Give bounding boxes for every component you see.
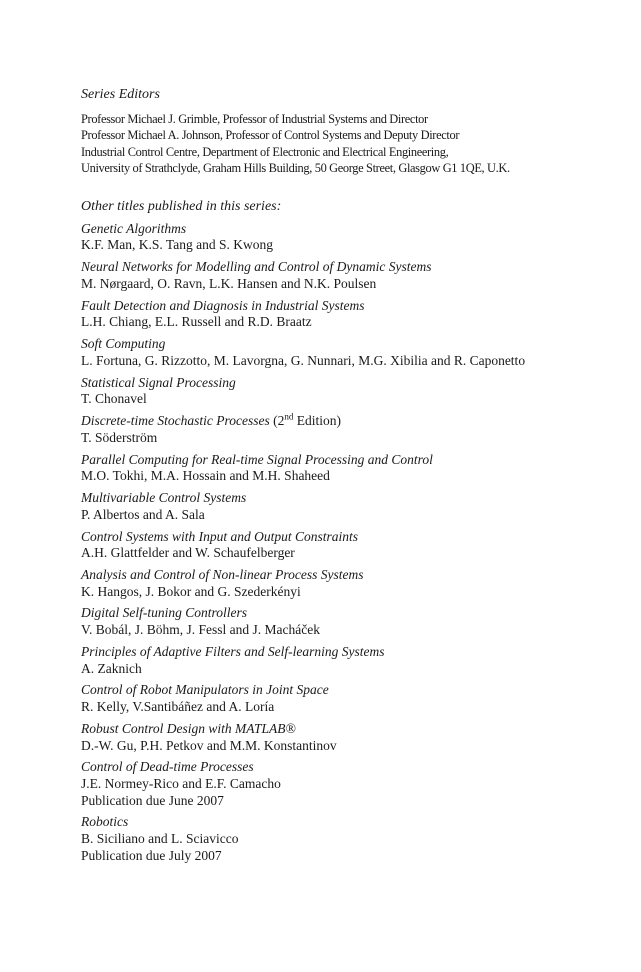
book-entry (81, 814, 621, 864)
book-authors: K.F. Man, K.S. Tang and S. Kwong (81, 237, 273, 253)
book-authors: M.O. Tokhi, M.A. Hossain and M.H. Shaheed (81, 468, 330, 484)
book-title: Digital Self-tuning Controllers (81, 605, 248, 621)
book-authors: M. Nørgaard, O. Ravn, L.K. Hansen and N.K. Poulsen (81, 275, 377, 291)
book-entry (81, 336, 621, 369)
publication-note: Publication due July 2007 (81, 847, 222, 863)
book-edition-ordinal: nd (284, 411, 294, 422)
book-authors: D.-W. Gu, P.H. Petkov and M.M. Konstantinov (81, 737, 337, 753)
book-title: Robust Control Design with MATLAB® (81, 720, 296, 736)
series-editor-line: University of Strathclyde, Graham Hills Building, 50 George Street, Glasgow G1 1QE, U.K. (81, 161, 510, 176)
series-editors-section (81, 86, 621, 177)
book-title: Analysis and Control of Non-linear Process Systems (81, 566, 364, 582)
book-entry (81, 452, 621, 485)
book-edition-close: Edition) (293, 413, 341, 429)
book-title: Neural Networks for Modelling and Control of Dynamic Systems (81, 259, 432, 275)
book-authors: L.H. Chiang, E.L. Russell and R.D. Braatz (81, 314, 312, 330)
book-entry (81, 259, 621, 292)
book-entry (81, 375, 621, 408)
book-title: Control Systems with Input and Output Constraints (81, 528, 359, 544)
book-edition-open: (2 (269, 413, 285, 429)
other-titles-heading: Other titles published in this series: (81, 198, 282, 214)
book-title: Fault Detection and Diagnosis in Industrial Systems (81, 297, 365, 313)
series-editor-line: Professor Michael J. Grimble, Professor of Industrial Systems and Director (81, 112, 428, 126)
book-entry (81, 644, 621, 677)
book-entry (81, 413, 621, 446)
book-authors: R. Kelly, V.Santibáñez and A. Loría (81, 699, 275, 715)
book-authors: T. Chonavel (81, 391, 147, 407)
book-entry (81, 490, 621, 523)
publication-note: Publication due June 2007 (81, 792, 224, 808)
book-title: Statistical Signal Processing (81, 374, 236, 390)
book-title-with-edition (81, 413, 621, 430)
book-title: Control of Robot Manipulators in Joint Space (81, 682, 329, 698)
book-entry (81, 605, 621, 638)
book-authors: T. Söderström (81, 429, 158, 445)
series-editor-line: Industrial Control Centre, Department of Electronic and Electrical Engineering, (81, 144, 449, 159)
series-editor-line: Professor Michael A. Johnson, Professor of Control Systems and Deputy Director (81, 128, 460, 143)
book-entry (81, 682, 621, 715)
book-entry (81, 721, 621, 754)
page-content (81, 86, 621, 870)
book-authors: K. Hangos, J. Bokor and G. Szederkényi (81, 583, 301, 599)
book-authors: L. Fortuna, G. Rizzotto, M. Lavorgna, G. Nunnari, M.G. Xibilia and R. Caponetto (81, 352, 526, 368)
book-entry (81, 759, 621, 809)
book-entry (81, 221, 621, 254)
book-title: Genetic Algorithms (81, 220, 187, 236)
book-title: Principles of Adaptive Filters and Self-learning Systems (81, 643, 385, 659)
book-authors: P. Albertos and A. Sala (81, 506, 205, 522)
book-title: Control of Dead-time Processes (81, 759, 254, 775)
book-authors: V. Bobál, J. Böhm, J. Fessl and J. Macháček (81, 622, 320, 638)
book-title: Parallel Computing for Real-time Signal Processing and Control (81, 451, 433, 467)
book-authors: A. Zaknich (81, 660, 142, 676)
book-authors: A.H. Glattfelder and W. Schaufelberger (81, 545, 295, 561)
book-title: Multivariable Control Systems (81, 490, 247, 506)
book-title: Discrete-time Stochastic Processes (81, 413, 270, 429)
other-titles-section (81, 198, 621, 865)
book-authors: B. Siciliano and L. Sciavicco (81, 831, 239, 847)
book-entry (81, 529, 621, 562)
series-editors-heading: Series Editors (81, 87, 160, 102)
book-authors: J.E. Normey-Rico and E.F. Camacho (81, 776, 281, 791)
book-entry (81, 567, 621, 600)
book-title: Soft Computing (81, 336, 166, 352)
book-title: Robotics (81, 814, 129, 830)
book-entry (81, 298, 621, 331)
